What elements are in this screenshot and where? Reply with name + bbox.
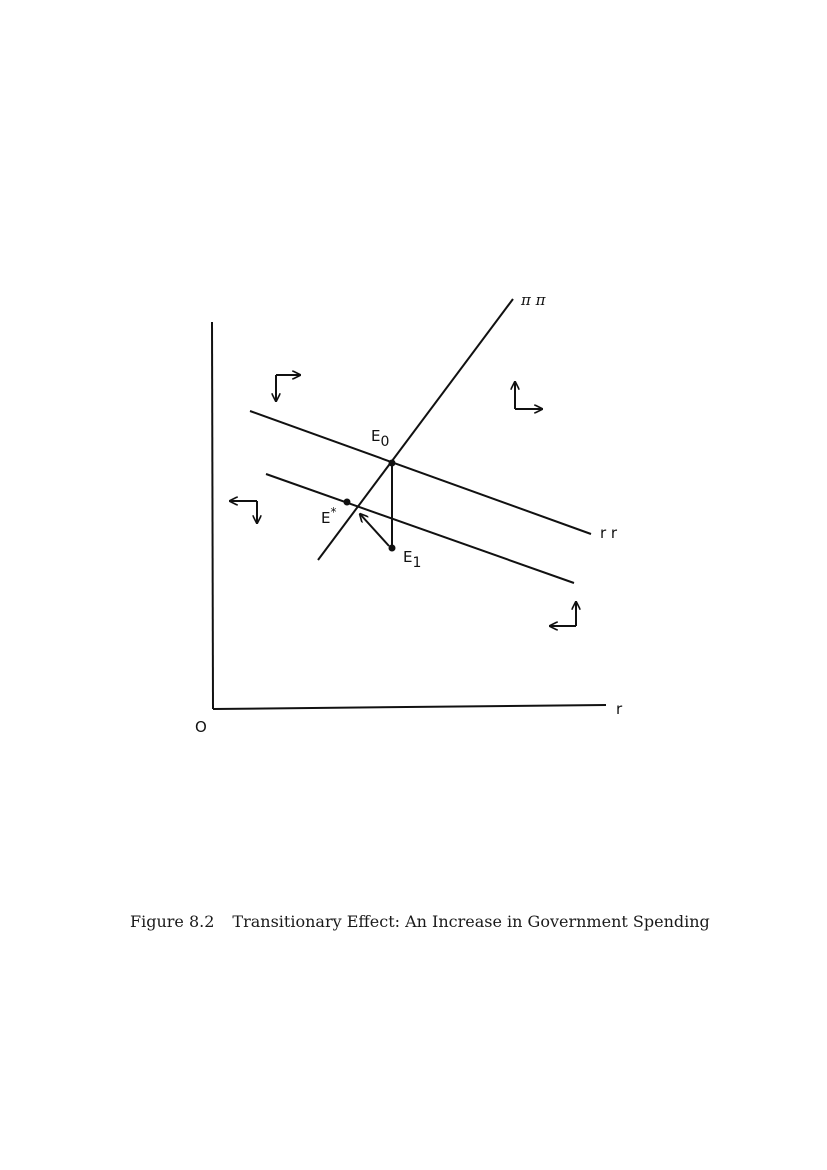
point-e-star [344,499,351,506]
e-star-label: E* [321,505,337,527]
x-axis-label: r [616,700,623,718]
rr-upper-label: r r [600,524,618,542]
direction-arrows-top-left [276,375,300,401]
point-e1 [389,545,396,552]
figure-title: Transitionary Effect: An Increase in Government Spending [232,912,710,931]
figure-caption [130,912,710,931]
direction-arrows-top-right [515,382,542,409]
e0-label: E0 [371,427,390,450]
e1-label: E1 [403,548,422,571]
origin-label: O [195,718,207,736]
direction-arrows-mid-left [230,501,257,523]
figure-number: Figure 8.2 [130,912,215,931]
y-axis [212,322,213,709]
rr-curve-upper [250,411,591,534]
x-axis [213,705,606,709]
transition-arrow [360,514,389,546]
point-e0 [389,460,396,467]
pi-pi-curve [318,299,513,560]
pi-pi-label: π π [521,291,546,309]
direction-arrows-bottom-right [550,602,576,626]
